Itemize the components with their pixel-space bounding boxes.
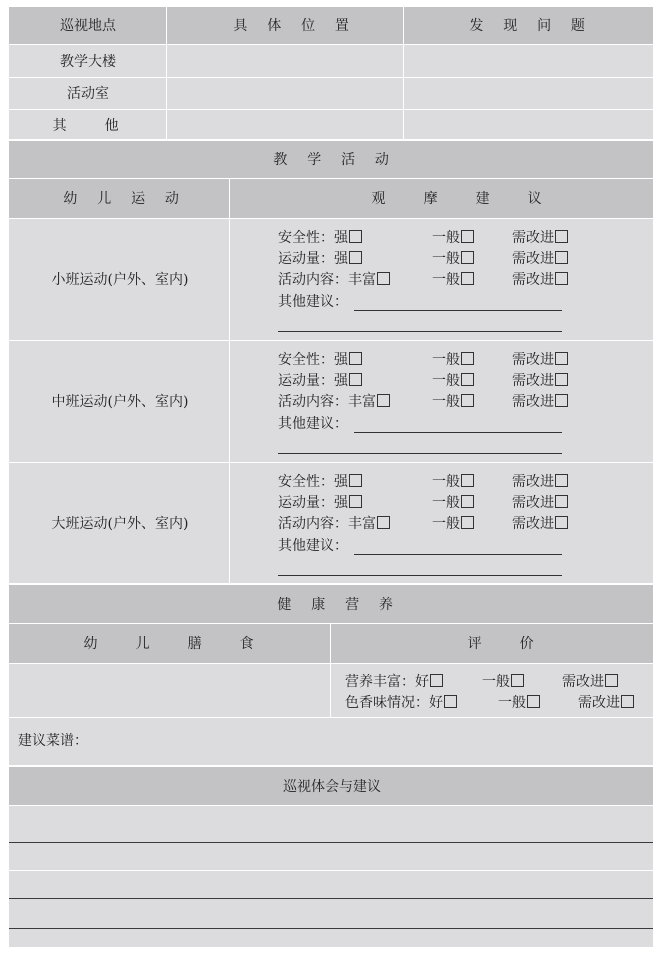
criterion-safety: 安全性：强: [278, 351, 362, 369]
divider: [9, 77, 653, 78]
teaching-title: 教 学 活 动: [273, 152, 397, 168]
rating-flavor: 色香味情况：好: [345, 694, 457, 712]
criterion-content: 活动内容：丰富: [278, 515, 390, 533]
col-observation-suggestions: 观 摩 建 议: [371, 191, 559, 207]
other-suggestions-label: 其他建议：: [278, 538, 348, 554]
criterion-safety: 安全性：强: [278, 473, 362, 491]
checkbox[interactable]: [461, 352, 474, 365]
write-line[interactable]: [278, 453, 562, 454]
criterion-exercise-amount: 运动量：强: [278, 494, 362, 512]
write-line[interactable]: [278, 575, 562, 576]
divider: [9, 870, 653, 871]
row-activity-room: 活动室: [67, 86, 109, 102]
patrol-record-form: 巡视地点 具 体 位 置 发 现 问 题 教学大楼 活动室 其 他 教 学 活 动 幼 儿 运 动 观 摩 建 议 小班运动(户外、室内) 安全性：强 一般 需改进 运动量：强 一般 需改进 活动内容：丰富 一般 需改进 其他建议： 中班运动(户外、室内) 安全性：强 一般 需改进 运动量：强 一般 需改进 活动内容：丰富 一般 需改进 其他建议： 大班运动(户外、室内) 安全性：强 一般 需改进 运动量：强 一般 需改进 活动内容：丰富 一般 需改进 其他建议： 健 康 营 养 幼 儿 膳 食 评 价 营养丰富：好 一般 需改进 色香味情况：好 一般 需改进 建议菜谱： 巡视体会与建议: [9, 7, 653, 947]
write-line[interactable]: [278, 331, 562, 332]
checkbox[interactable]: [377, 272, 390, 285]
checkbox[interactable]: [461, 474, 474, 487]
col-children-meals: 幼 儿 膳 食: [83, 636, 271, 652]
divider: [9, 462, 653, 463]
checkbox[interactable]: [349, 230, 362, 243]
checkbox[interactable]: [555, 373, 568, 386]
divider: [9, 340, 653, 341]
checkbox[interactable]: [511, 674, 524, 687]
criterion-safety: 安全性：强: [278, 229, 362, 247]
checkbox[interactable]: [555, 251, 568, 264]
checkbox[interactable]: [555, 352, 568, 365]
checkbox[interactable]: [461, 251, 474, 264]
checkbox[interactable]: [461, 272, 474, 285]
divider: [9, 44, 653, 45]
col-evaluation: 评 价: [467, 636, 551, 652]
write-line[interactable]: [354, 310, 562, 311]
checkbox[interactable]: [444, 695, 457, 708]
checkbox[interactable]: [555, 272, 568, 285]
checkbox[interactable]: [377, 394, 390, 407]
checkbox[interactable]: [461, 394, 474, 407]
group-small-class-label: 小班运动(户外、室内): [51, 272, 189, 288]
checkbox[interactable]: [349, 352, 362, 365]
other-suggestions-label: 其他建议：: [278, 294, 348, 310]
write-line[interactable]: [354, 432, 562, 433]
header-specific-position: 具 体 位 置: [233, 18, 357, 34]
checkbox[interactable]: [349, 251, 362, 264]
divider: [9, 663, 653, 664]
checkbox[interactable]: [461, 516, 474, 529]
divider: [330, 664, 331, 717]
checkbox[interactable]: [555, 230, 568, 243]
checkbox[interactable]: [555, 516, 568, 529]
checkbox[interactable]: [349, 495, 362, 508]
write-line[interactable]: [9, 928, 653, 929]
col-children-exercise: 幼 儿 运 动: [63, 191, 187, 207]
checkbox[interactable]: [430, 674, 443, 687]
criterion-content: 活动内容：丰富: [278, 271, 390, 289]
criterion-content: 活动内容：丰富: [278, 393, 390, 411]
checkbox[interactable]: [461, 495, 474, 508]
checkbox[interactable]: [349, 373, 362, 386]
group-large-class-label: 大班运动(户外、室内): [51, 516, 189, 532]
divider: [403, 7, 404, 140]
suggested-menu-label: 建议菜谱：: [18, 733, 88, 749]
divider: [166, 7, 167, 140]
row-teaching-building: 教学大楼: [60, 54, 116, 70]
criterion-exercise-amount: 运动量：强: [278, 372, 362, 390]
checkbox[interactable]: [527, 695, 540, 708]
write-line[interactable]: [9, 842, 653, 843]
criterion-exercise-amount: 运动量：强: [278, 250, 362, 268]
checkbox[interactable]: [555, 495, 568, 508]
divider: [9, 218, 653, 219]
checkbox[interactable]: [621, 695, 634, 708]
checkbox[interactable]: [461, 230, 474, 243]
summary-title: 巡视体会与建议: [283, 779, 381, 795]
divider: [9, 109, 653, 110]
checkbox[interactable]: [555, 474, 568, 487]
other-suggestions-label: 其他建议：: [278, 416, 348, 432]
row-other: 其 他: [52, 118, 136, 134]
write-line[interactable]: [9, 898, 653, 899]
divider: [9, 717, 653, 718]
header-problems-found: 发 现 问 题: [469, 18, 593, 34]
divider: [330, 624, 331, 664]
health-title: 健 康 营 养: [277, 597, 401, 613]
write-line[interactable]: [354, 554, 562, 555]
divider: [9, 805, 653, 806]
header-patrol-location: 巡视地点: [60, 18, 116, 34]
checkbox[interactable]: [605, 674, 618, 687]
checkbox[interactable]: [377, 516, 390, 529]
checkbox[interactable]: [349, 474, 362, 487]
checkbox[interactable]: [555, 394, 568, 407]
divider: [229, 179, 230, 584]
checkbox[interactable]: [461, 373, 474, 386]
rating-nutrition: 营养丰富：好: [345, 673, 443, 691]
group-middle-class-label: 中班运动(户外、室内): [51, 394, 189, 410]
